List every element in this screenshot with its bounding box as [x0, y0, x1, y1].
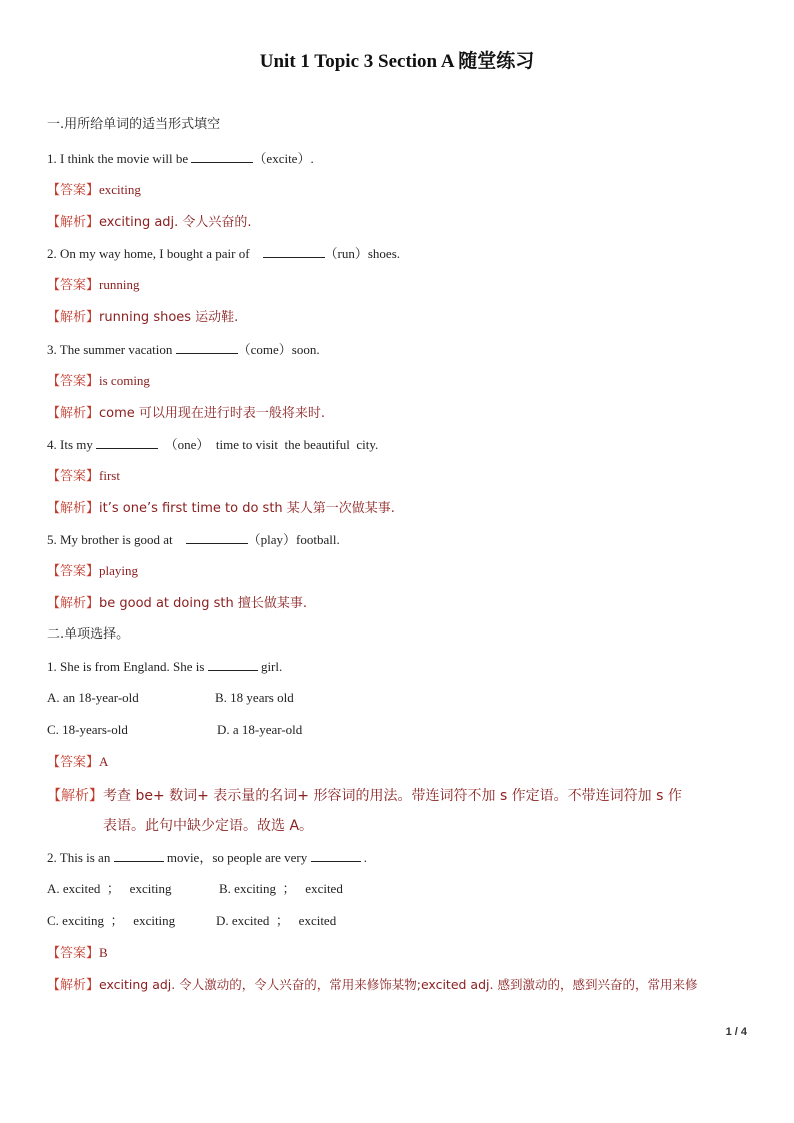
question-text: 1. I think the movie will be [47, 151, 192, 166]
fill-answer-4 [47, 468, 120, 485]
explain-label: 【解析】 [47, 788, 103, 804]
question-hint: （run）shoes. [324, 246, 401, 261]
question-text-end: . [360, 850, 368, 865]
answer-label: 【答案】 [47, 564, 100, 579]
question-text-end: girl. [257, 659, 283, 674]
explain-label: 【解析】 [47, 978, 100, 993]
answer-label: 【答案】 [47, 183, 100, 198]
answer-text: B [99, 945, 108, 960]
fill-question-2 [47, 245, 400, 262]
fill-explain-4 [47, 500, 395, 517]
answer-label: 【答案】 [47, 374, 100, 389]
explain-text: exciting adj. 令人激动的，令人兴奋的，常用来修饰某物;excited adj. 感到激动的，感到兴奋的，常用来修 [99, 977, 698, 992]
question-hint: （play）football. [247, 532, 340, 547]
explain-text: be good at doing sth 擅长做某事. [99, 596, 307, 611]
question-hint: （excite）. [253, 151, 314, 166]
question-hint: （one） time to visit the beautiful city. [158, 437, 379, 452]
question-text: 2. On my way home, I bought a pair of [47, 246, 263, 261]
answer-text: A [99, 754, 109, 769]
explain-text: exciting adj. 令人兴奋的. [99, 215, 252, 230]
answer-text: running [99, 277, 140, 292]
option-c: C. 18-years-old [47, 722, 128, 737]
option-a: A. an 18-year-old [47, 690, 139, 705]
explain-text: come 可以用现在进行时表一般将来时. [99, 406, 326, 421]
fill-explain-1 [47, 214, 252, 231]
answer-blank [191, 150, 253, 163]
answer-label: 【答案】 [47, 946, 100, 961]
answer-label: 【答案】 [47, 755, 100, 770]
section-heading-fill: 一.用所给单词的适当形式填空 [47, 117, 221, 132]
question-text: 2. This is an [47, 850, 114, 865]
page-title: Unit 1 Topic 3 Section A 随堂练习 [259, 51, 535, 72]
answer-text: is coming [99, 373, 150, 388]
choice-explain-2 [47, 977, 749, 994]
option-a: A. excited ； exciting [47, 881, 172, 896]
option-c: C. exciting ； exciting [47, 913, 176, 928]
explain-text-line1: 考查 be+ 数词+ 表示量的名词+ 形容词的用法。带连词符不加 s 作定语。不带连词符加 s 作 [103, 788, 682, 804]
fill-explain-3 [47, 405, 325, 422]
fill-question-1 [47, 150, 314, 167]
question-hint: （come）soon. [237, 342, 320, 357]
question-text-mid: movie，so people are very [163, 850, 311, 865]
fill-explain-2 [47, 309, 238, 326]
explain-text: running shoes 运动鞋. [99, 310, 239, 325]
answer-label: 【答案】 [47, 278, 100, 293]
answer-blank [263, 245, 325, 258]
fill-explain-5 [47, 595, 307, 612]
choice-options-row-4 [47, 913, 336, 929]
fill-question-5 [47, 531, 340, 548]
explain-label: 【解析】 [47, 310, 100, 325]
fill-answer-5 [47, 563, 138, 580]
answer-label: 【答案】 [47, 469, 100, 484]
answer-text: first [99, 468, 120, 483]
answer-blank-1 [114, 849, 164, 862]
choice-options-row-2 [47, 722, 302, 738]
explain-label: 【解析】 [47, 215, 100, 230]
option-b: B. 18 years old [215, 690, 294, 705]
explain-label: 【解析】 [47, 596, 100, 611]
choice-question-2 [47, 849, 367, 866]
choice-question-1 [47, 658, 282, 675]
fill-answer-3 [47, 373, 150, 390]
fill-answer-2 [47, 277, 139, 294]
answer-blank [208, 658, 258, 671]
choice-answer-1 [47, 754, 108, 771]
answer-blank [96, 436, 158, 449]
explain-label: 【解析】 [47, 406, 100, 421]
question-text: 3. The summer vacation [47, 342, 176, 357]
fill-question-3 [47, 341, 320, 358]
explain-text-line2: 表语。此句中缺少定语。故选 A。 [103, 818, 314, 834]
option-b: B. exciting ； excited [219, 881, 343, 896]
option-d: D. a 18-year-old [217, 722, 303, 737]
answer-blank-2 [311, 849, 361, 862]
page-number: 1 / 4 [725, 1026, 747, 1038]
answer-blank [176, 341, 238, 354]
fill-answer-1 [47, 182, 141, 199]
answer-text: exciting [99, 182, 141, 197]
question-text: 5. My brother is good at [47, 532, 186, 547]
answer-blank [186, 531, 248, 544]
answer-text: playing [99, 563, 139, 578]
question-text: 1. She is from England. She is [47, 659, 208, 674]
section-heading-choice: 二.单项选择。 [47, 627, 130, 642]
explain-label: 【解析】 [47, 501, 100, 516]
question-text: 4. Its my [47, 437, 97, 452]
choice-options-row-1 [47, 690, 294, 706]
choice-answer-2 [47, 945, 108, 962]
option-d: D. excited ； excited [216, 913, 337, 928]
explain-text: it’s one’s first time to do sth 某人第一次做某事. [99, 501, 395, 516]
choice-explain-1 [47, 781, 749, 841]
fill-question-4 [47, 436, 378, 453]
choice-options-row-3 [47, 881, 343, 897]
